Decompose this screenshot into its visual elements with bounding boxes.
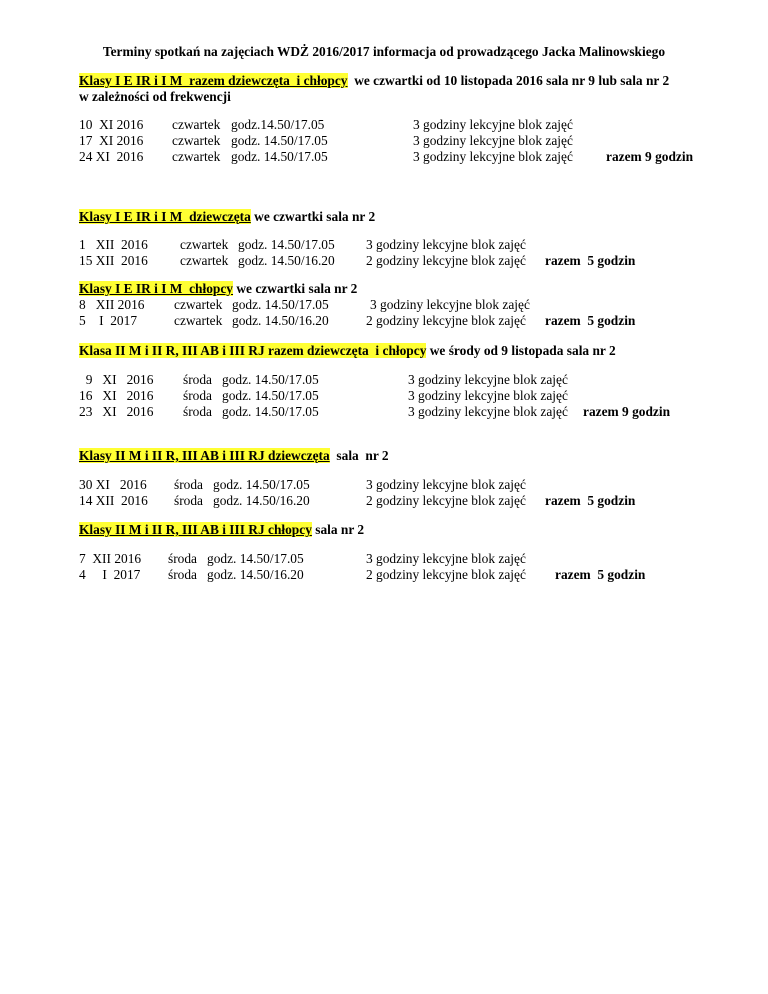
section-4-heading-highlight: Klasa II M i II R, III AB i III RJ razem dziewczęta i chłopcy [79,343,427,358]
row-time: godz. 14.50/17.05 [213,477,310,492]
row-time: godz. 14.50/16.20 [207,567,304,582]
row-date: 4 I 2017 [79,567,141,582]
row-date: 10 XI 2016 [79,117,144,132]
row-date: 23 XI 2016 [79,404,154,419]
row-day: środa [174,493,204,508]
section-4-heading-rest: we środy od 9 listopada sala nr 2 [426,343,616,358]
row-day: czwartek [172,133,221,148]
row-description: 3 godziny lekcyjne blok zajęć [413,133,573,148]
row-day: czwartek [174,313,223,328]
row-time: godz.14.50/17.05 [231,117,325,132]
row-date: 9 XI 2016 [79,372,154,387]
section-5-heading [79,447,389,465]
section-2-heading-highlight: Klasy I E IR i I M dziewczęta [79,209,251,224]
row-time: godz. 14.50/17.05 [222,404,319,419]
row-time: godz. 14.50/17.05 [238,237,335,252]
row-description: 3 godziny lekcyjne blok zajęć [408,404,568,419]
row-time: godz. 14.50/17.05 [232,297,329,312]
row-total: razem 9 godzin [583,404,671,419]
row-time: godz. 14.50/17.05 [222,372,319,387]
row-day: czwartek [180,253,229,268]
row-date: 16 XI 2016 [79,388,154,403]
row-description: 3 godziny lekcyjne blok zajęć [370,297,530,312]
row-date: 15 XII 2016 [79,253,148,268]
row-day: środa [183,372,213,387]
row-description: 3 godziny lekcyjne blok zajęć [366,477,526,492]
section-6-heading-highlight: Klasy II M i II R, III AB i III RJ chłopcy [79,522,312,537]
row-description: 3 godziny lekcyjne blok zajęć [366,237,526,252]
row-day: środa [183,404,213,419]
row-date: 14 XII 2016 [79,493,148,508]
row-description: 2 godziny lekcyjne blok zajęć [366,567,526,582]
section-5-heading-rest: sala nr 2 [329,448,389,463]
section-3-heading-rest: we czwartki sala nr 2 [233,281,358,296]
row-time: godz. 14.50/17.05 [222,388,319,403]
row-description: 3 godziny lekcyjne blok zajęć [366,551,526,566]
row-description: 3 godziny lekcyjne blok zajęć [413,117,573,132]
row-time: godz. 14.50/16.20 [238,253,335,268]
row-date: 5 I 2017 [79,313,138,328]
row-total: razem 5 godzin [555,567,646,582]
row-day: środa [168,567,198,582]
section-6-heading-rest: sala nr 2 [311,522,365,537]
row-time: godz. 14.50/16.20 [213,493,310,508]
row-time: godz. 14.50/16.20 [232,313,329,328]
document-title: Terminy spotkań na zajęciach WDŻ 2016/2017 informacja od prowadzącego Jacka Malinowskiego [102,44,666,59]
row-day: czwartek [174,297,223,312]
row-time: godz. 14.50/17.05 [231,133,328,148]
row-day: czwartek [172,149,221,164]
row-description: 2 godziny lekcyjne blok zajęć [366,313,526,328]
section-1-heading-line2: w zależności od frekwencji [79,89,231,104]
section-6-heading [79,521,364,539]
row-day: środa [183,388,213,403]
row-day: środa [174,477,204,492]
section-4-heading [79,342,616,360]
row-date: 1 XII 2016 [79,237,148,252]
row-date: 24 XI 2016 [79,149,144,164]
section-3-heading-highlight: Klasy I E IR i I M chłopcy [79,281,234,296]
row-description: 2 godziny lekcyjne blok zajęć [366,493,526,508]
section-1-heading-highlight: Klasy I E IR i I M razem dziewczęta i chłopcy [79,73,348,88]
row-date: 30 XI 2016 [79,477,147,492]
row-description: 3 godziny lekcyjne blok zajęć [408,372,568,387]
section-2-heading-rest: we czwartki sala nr 2 [250,209,376,224]
row-total: razem 5 godzin [545,493,636,508]
row-day: środa [168,551,198,566]
section-5-heading-highlight: Klasy II M i II R, III AB i III RJ dziewczęta [79,448,330,463]
section-1-heading-rest: we czwartki od 10 listopada 2016 sala nr 9 lub sala nr 2 [347,73,670,88]
row-time: godz. 14.50/17.05 [207,551,304,566]
row-total: razem 9 godzin [606,149,694,164]
row-total: razem 5 godzin [545,313,636,328]
row-description: 2 godziny lekcyjne blok zajęć [366,253,526,268]
section-2-heading [79,208,375,226]
row-description: 3 godziny lekcyjne blok zajęć [408,388,568,403]
row-time: godz. 14.50/17.05 [231,149,328,164]
row-date: 8 XII 2016 [79,297,145,312]
row-day: czwartek [180,237,229,252]
row-date: 17 XI 2016 [79,133,144,148]
row-total: razem 5 godzin [545,253,636,268]
row-day: czwartek [172,117,221,132]
row-date: 7 XII 2016 [79,551,142,566]
row-description: 3 godziny lekcyjne blok zajęć [413,149,573,164]
